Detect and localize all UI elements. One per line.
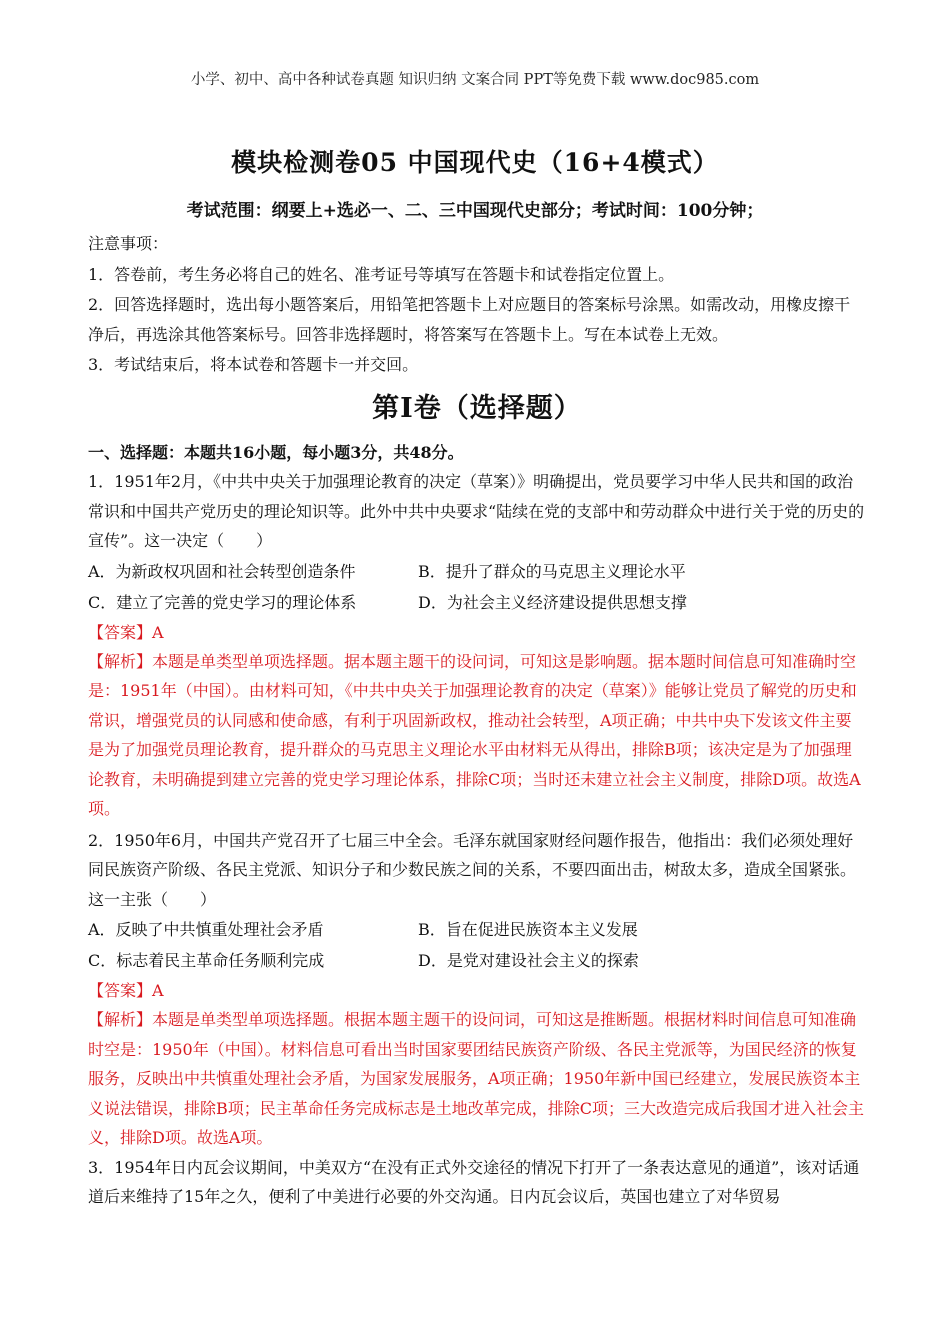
exam-body [88, 228, 866, 1212]
question-1-stem: 1．1951年2月，《中共中央关于加强理论教育的决定（草案）》明确提出，党员要学习中华人民共和国的政治常识和中国共产党历史的理论知识等。此外中共中央要求“陆续在党的支部中和劳动群众中进行关于党的历史的宣传”。这一决定（ ） [88, 472, 865, 550]
exam-title: 模块检测卷05 中国现代史（16+4模式） [231, 148, 719, 177]
section-title: 第I卷（选择题） [372, 393, 582, 424]
question-2-option-d: D．是党对建设社会主义的探索 [418, 951, 639, 970]
question-2-options-row-2 [88, 945, 866, 976]
note-item-1: 1．答卷前，考生务必将自己的姓名、准考证号等填写在答题卡和试卷指定位置上。 [88, 265, 675, 284]
question-2-explanation: 【解析】本题是单类型单项选择题。根据本题主题干的设问词，可知这是推断题。根据材料时间信息可知准确时空是：1950年（中国）。材料信息可看出当时国家要团结民族资产阶级、各民主党派等，为国民经济的恢复服务，反映出中共慎重处理社会矛盾，为国家发展服务，A项正确；1950年新中国已经建立，发展民族资本主义说法错误，排除B项；民主革命任务完成标志是土地改革完成，排除C项；三大改造完成后我国才进入社会主义，排除D项。故选A项。 [88, 1010, 865, 1147]
question-1-option-b: B．提升了群众的马克思主义理论水平 [418, 561, 686, 581]
notes-heading: 注意事项： [88, 234, 169, 253]
question-2-option-b: B．旨在促进民族资本主义发展 [418, 920, 638, 939]
exam-subtitle: 考试范围：纲要上+选必一、二、三中国现代史部分；考试时间：100分钟； [186, 201, 764, 221]
question-2-answer: 【答案】A [88, 981, 164, 1000]
question-1-explanation: 【解析】本题是单类型单项选择题。据本题主题干的设问词，可知这是影响题。据本题时间信息可知准确时空是：1951年（中国）。由材料可知，《中共中央关于加强理论教育的决定（草案）》能够让党员了解党的历史和常识，增强党员的认同感和使命感，有利于巩固新政权，推动社会转型，A项正确；中共中央下发该文件主要是为了加强党员理论教育，提升群众的马克思主义理论水平由材料无从得出，排除B项；该决定是为了加强理论教育，未明确提到建立完善的党史学习理论体系，排除C项；当时还未建立社会主义制度，排除D项。故选A项。 [88, 651, 861, 818]
note-item-3: 3．考试结束后，将本试卷和答题卡一并交回。 [88, 355, 419, 374]
question-2-option-c: C．标志着民主革命任务顺利完成 [88, 951, 325, 970]
question-1-options-row-2 [88, 587, 866, 618]
question-3-stem: 3．1954年日内瓦会议期间，中美双方“在没有正式外交途径的情况下打开了一条表达意见的通道”，该对话通道后来维持了15年之久，便利了中美进行必要的外交沟通。日内瓦会议后，英国也建立了对华贸易 [88, 1157, 860, 1206]
question-2-stem: 2．1950年6月，中国共产党召开了七届三中全会。毛泽东就国家财经问题作报告，他指出：我们必须处理好同民族资产阶级、各民主党派、知识分子和少数民族之间的关系，不要四面出击，树敌太多，造成全国紧张。这一主张（ ） [88, 830, 857, 909]
site-header: 小学、初中、高中各种试卷真题 知识归纳 文案合同 PPT等免费下载 www.doc985.com [190, 72, 760, 88]
question-1-options-row-1 [88, 556, 866, 587]
question-1-option-d: D．为社会主义经济建设提供思想支撑 [418, 592, 687, 612]
question-1-option-a: A．为新政权巩固和社会转型创造条件 [88, 561, 356, 581]
question-2-option-a: A．反映了中共慎重处理社会矛盾 [88, 920, 324, 939]
question-1-option-c: C．建立了完善的党史学习的理论体系 [88, 592, 357, 612]
section-heading: 一、选择题：本题共16小题，每小题3分，共48分。 [88, 443, 464, 462]
question-2-options-row-1 [88, 914, 866, 945]
note-item-2: 2．回答选择题时，选出每小题答案后，用铅笔把答题卡上对应题目的答案标号涂黑。如需改动，用橡皮擦干净后，再选涂其他答案标号。回答非选择题时，将答案写在答题卡上。写在本试卷上无效。 [88, 295, 851, 344]
question-1-answer: 【答案】A [88, 622, 164, 642]
